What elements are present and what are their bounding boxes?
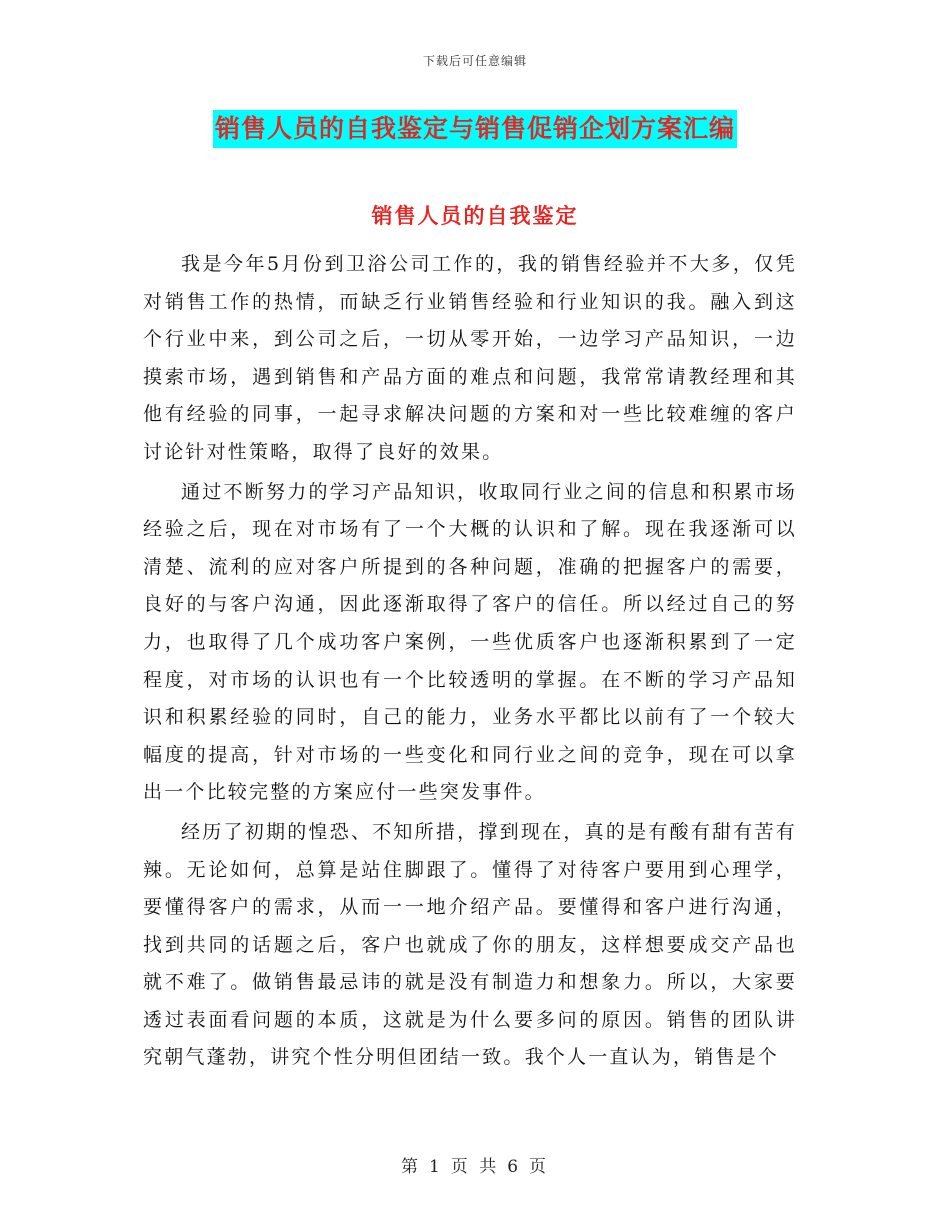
main-title-container xyxy=(0,110,950,148)
paragraph: 我是今年5月份到卫浴公司工作的，我的销售经验并不大多，仅凭对销售工作的热情，而缺乏行业销售经验和行业知识的我。融入到这个行业中来，到公司之后，一切从零开始，一边学习产品知识，一边摸索市场，遇到销售和产品方面的难点和问题，我常常请教经理和其他有经验的同事，一起寻求解决问题的方案和对一些比较难缠的客户讨论针对性策略，取得了良好的效果。 xyxy=(143,253,797,463)
header-note: 下载后可任意编辑 xyxy=(422,54,527,68)
footer-prefix: 第 xyxy=(400,1157,421,1177)
page-number-total: 6 xyxy=(507,1157,522,1177)
section-title: 销售人员的自我鉴定 xyxy=(371,203,579,228)
paragraph: 通过不断努力的学习产品知识，收取同行业之间的信息和积累市场经验之后，现在对市场有了一个大概的认识和了解。现在我逐渐可以清楚、流利的应对客户所提到的各种问题，准确的把握客户的需要，良好的与客户沟通，因此逐渐取得了客户的信任。所以经过自己的努力，也取得了几个成功客户案例，一些优质客户也逐渐积累到了一定程度，对市场的认识也有一个比较透明的掌握。在不断的学习产品知识和积累经验的同时，自己的能力，业务水平都比以前有了一个较大幅度的提高，针对市场的一些变化和同行业之间的竞争，现在可以拿出一个比较完整的方案应付一些突发事件。 xyxy=(143,480,797,804)
footer-middle: 页 共 xyxy=(450,1157,500,1177)
body-text xyxy=(143,246,797,1079)
footer-suffix: 页 xyxy=(529,1157,550,1177)
page-number-current: 1 xyxy=(428,1157,443,1177)
main-title: 销售人员的自我鉴定与销售促销企划方案汇编 xyxy=(213,110,737,148)
page-footer xyxy=(0,1152,950,1177)
paragraph: 经历了初期的惶恐、不知所措，撑到现在，真的是有酸有甜有苦有辣。无论如何，总算是站住脚跟了。懂得了对待客户要用到心理学，要懂得客户的需求，从而一一地介绍产品。要懂得和客户进行沟通，找到共同的话题之后，客户也就成了你的朋友，这样想要成交产品也就不难了。做销售最忌讳的就是没有制造力和想象力。所以，大家要透过表面看问题的本质，这就是为什么要多问的原因。销售的团队讲究朝气蓬勃，讲究个性分明但团结一致。我个人一直认为，销售是个 xyxy=(143,820,797,1069)
